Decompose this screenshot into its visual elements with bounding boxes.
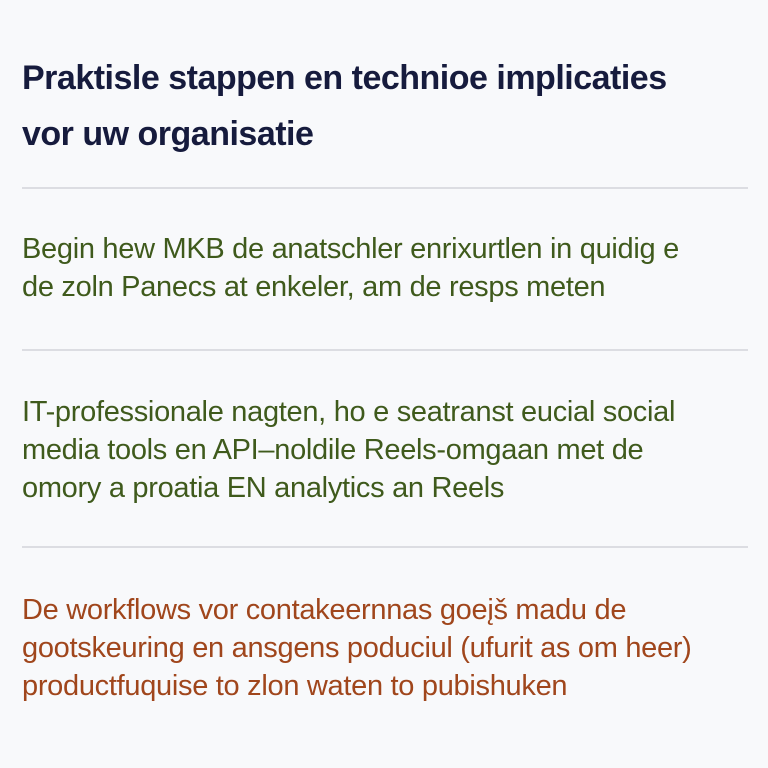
paragraph-line: media tools en API–noldile Reels-omgaan met de: [22, 434, 644, 466]
paragraph-mkb-steps: [22, 230, 752, 306]
title-line-1: Praktisle stappen en technioe implicaties: [22, 59, 667, 97]
section-divider: [22, 349, 748, 351]
paragraph-line: IT-professionale nagten, ho e seatranst eucial social: [22, 396, 676, 428]
paragraph-line: gootskeuring en ansgens poduciul (ufurit as om heer): [22, 632, 692, 664]
paragraph-line: De workflows vor contakeernnas goeįš madu de: [22, 594, 627, 626]
title-line-2: vor uw organisatie: [22, 115, 314, 153]
page-title: [22, 50, 742, 162]
paragraph-line: omory a proatia EN analytics an Reels: [22, 472, 505, 504]
paragraph-line: de zoln Panecs at enkeler, am de resps meten: [22, 271, 606, 303]
paragraph-it-professionals: [22, 393, 752, 507]
section-divider: [22, 187, 748, 189]
paragraph-workflows: [22, 591, 752, 705]
section-divider: [22, 546, 748, 548]
paragraph-line: productfuquise to zlon waten to pubishuken: [22, 670, 568, 702]
paragraph-line: Begin hew MKB de anatschler enrixurtlen in quidig e: [22, 233, 679, 265]
